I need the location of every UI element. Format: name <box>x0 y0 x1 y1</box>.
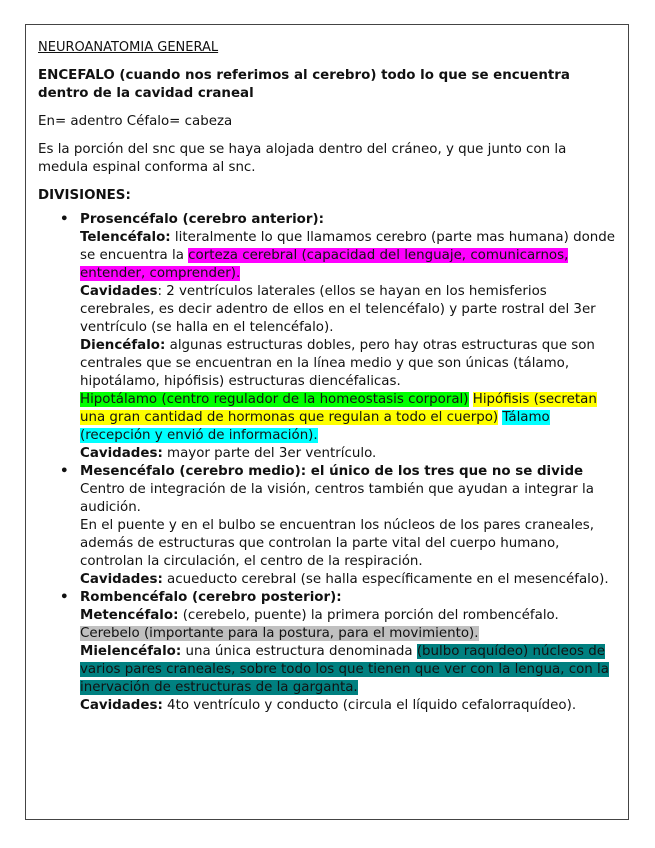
talamo-highlight: Tálamo (recepción y envió de información). <box>80 410 550 443</box>
document-content <box>38 39 616 715</box>
telencefalo-label: Telencéfalo: <box>80 230 171 245</box>
list-item-rombencefalo <box>60 589 616 715</box>
cavidades-text: : 2 ventrículos laterales (ellos se hayan en los hemisferios cerebrales, es decir adentro de ellos en el telencéfalo) y parte rostral del 3er ventrículo (se halla en el telencéfalo). <box>80 284 596 335</box>
bulbo-highlight: (bulbo raquídeo) núcleos de varios pares craneales, sobre todo los que tienen que ver con la lengua, con la inervación de estructuras de la garganta. <box>80 644 609 695</box>
definition-paragraph: Es la porción del snc que se haya alojada dentro del cráneo, y que junto con la medula espinal conforma al snc. <box>38 142 567 175</box>
diencefalo-label: Diencéfalo: <box>80 338 166 353</box>
metencefalo-text: (cerebelo, puente) la primera porción del rombencéfalo. <box>178 608 559 623</box>
list-item-mesencefalo <box>60 463 616 589</box>
prosencefalo-heading: Prosencéfalo (cerebro anterior): <box>80 212 324 227</box>
document-title: NEUROANATOMIA GENERAL <box>38 40 219 55</box>
mielencefalo-text: una única estructura denominada <box>181 644 417 659</box>
hipofisis-highlight: Hipófisis (secretan una gran cantidad de hormonas que regulan a todo el cuerpo) <box>80 392 597 425</box>
bullet-icon: • <box>60 464 69 479</box>
etymology-line: En= adentro Céfalo= cabeza <box>38 114 233 129</box>
list-item-prosencefalo <box>60 211 616 463</box>
rombencefalo-heading: Rombencéfalo (cerebro posterior): <box>80 590 342 605</box>
document-page <box>25 24 629 820</box>
cavidades-label: Cavidades: <box>80 698 163 713</box>
divisions-list <box>38 211 616 715</box>
mesencefalo-text-2: En el puente y en el bulbo se encuentran los núcleos de los pares craneales, además de estructuras que controlan la parte vital del cuerpo humano, controlan la circulación, el centro de la respiración. <box>80 518 594 569</box>
cavidades-label: Cavidades <box>80 284 158 299</box>
encefalo-heading: ENCEFALO (cuando nos referimos al cerebro) todo lo que se encuentra dentro de la cavidad craneal <box>38 68 570 101</box>
metencefalo-label: Metencéfalo: <box>80 608 179 623</box>
cerebelo-highlight: Cerebelo (importante para la postura, para el movimiento). <box>80 626 479 641</box>
mesencefalo-text-1: Centro de integración de la visión, centros también que ayudan a integrar la audición. <box>80 482 594 515</box>
corteza-highlight: corteza cerebral (capacidad del lenguaje, comunicarnos, entender, comprender). <box>80 248 569 281</box>
diencefalo-text: algunas estructuras dobles, pero hay otras estructuras que son centrales que se encuentran en la línea medio y que son únicas (tálamo, hipotálamo, hipófisis) estructuras diencéfalicas. <box>80 338 595 389</box>
bullet-icon: • <box>60 212 69 227</box>
bullet-icon: • <box>60 590 69 605</box>
hipotalamo-highlight: Hipotálamo (centro regulador de la homeostasis corporal) <box>80 392 469 407</box>
divisions-heading: DIVISIONES: <box>38 188 131 203</box>
cavidades-text: mayor parte del 3er ventrículo. <box>162 446 377 461</box>
telencefalo-text: literalmente lo que llamamos cerebro (parte mas humana) donde se encuentra la <box>80 230 616 263</box>
mielencefalo-label: Mielencéfalo: <box>80 644 182 659</box>
cavidades-label: Cavidades: <box>80 446 163 461</box>
cavidades-label: Cavidades: <box>80 572 163 587</box>
cavidades-text: acueducto cerebral (se halla específicamente en el mesencéfalo). <box>162 572 609 587</box>
mesencefalo-heading: Mesencéfalo (cerebro medio): el único de los tres que no se divide <box>80 464 584 479</box>
cavidades-text: 4to ventrículo y conducto (circula el líquido cefalorraquídeo). <box>162 698 577 713</box>
